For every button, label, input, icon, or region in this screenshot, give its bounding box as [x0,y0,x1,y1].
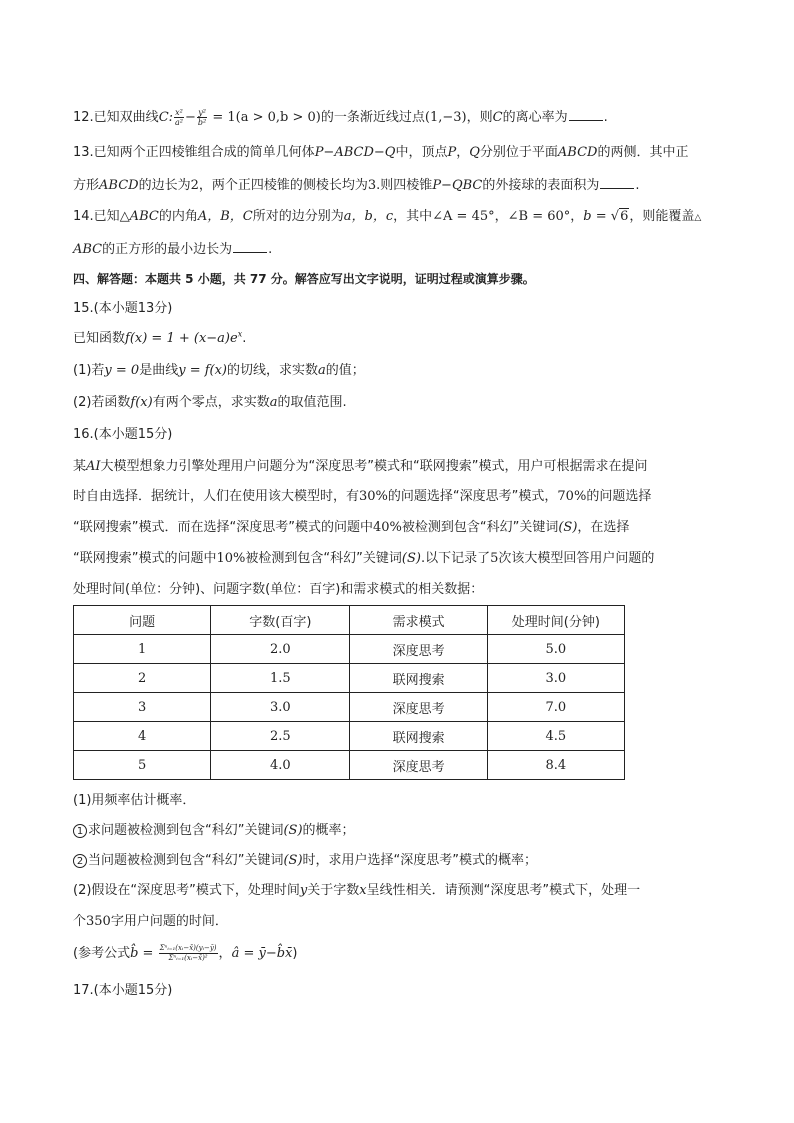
q16-para-line1: 某AI大模型想象力引擎处理用户问题分为“深度思考”模式和“联网搜索”模式，用户可根据需求在提问 [73,459,648,474]
table-header-cell: 问题 [74,606,211,635]
table-cell: 1 [74,635,211,664]
answer-blank[interactable] [233,240,267,253]
table-cell: 深度思考 [350,751,487,780]
question-13-line2: 方形ABCD的边长为2，两个正四棱锥的侧棱长均为3.则四棱锥P−QBC的外接球的表面积为 . [73,178,640,193]
question-12: 12.已知双曲线C: $\frac{\text{x²}}{\text{a²}}$ − $\frac{\text{y²}}{\text{b²}}$ = 1(a > 0,b > 0)的一条渐近线过点(1,−3)，则C的离心率为 . [73,108,608,127]
q16-para-line3: “联网搜索”模式．而在选择“深度思考”模式的问题中40%被检测到包含“科幻”关键词(S)，在选择 [73,520,630,535]
q16-part1-2: 2 当问题被检测到包含“科幻”关键词(S)时，求用户选择“深度思考”模式的概率； [73,852,537,870]
q16-para-line2: 时自由选择．据统计，人们在使用该大模型时，有30%的问题选择“深度思考”模式，70%的问题选择 [73,489,652,504]
table-cell: 2.5 [211,722,350,751]
q16-para-line5: 处理时间(单位：分钟)、问题字数(单位：百字)和需求模式的相关数据： [73,582,484,597]
q13-solid: P−ABCD−Q [314,145,396,160]
q15-part2: (2)若函数f(x)有两个零点，求实数a的取值范围. [73,395,347,410]
table-cell: 5.0 [487,635,624,664]
table-row [74,693,625,722]
table-cell: 深度思考 [350,693,487,722]
answer-blank[interactable] [600,176,634,189]
table-cell: 2.0 [211,635,350,664]
table-cell: 联网搜索 [350,722,487,751]
q16-reference-formula: (参考公式b̂ = $\frac{\text{Σⁿᵢ₌₁(xᵢ−x̄)(yᵢ−ȳ)}}{\text{Σⁿᵢ₌₁(xᵢ−x̄)²}}$ ，â = ȳ−b̂x̄) [73,944,298,962]
question-16-header: 16.(本小题15分) [73,427,173,442]
table-cell: 5 [74,751,211,780]
answer-blank[interactable] [569,108,603,121]
q16-part2-line2: 个350字用户问题的时间． [73,914,228,929]
table-cell: 7.0 [487,693,624,722]
table-cell: 3.0 [211,693,350,722]
q12-condition: = 1(a > 0,b > 0) [212,110,321,125]
table-row [74,722,625,751]
table-cell: 4 [74,722,211,751]
table-cell: 联网搜索 [350,664,487,693]
data-table [73,605,625,780]
question-14-line1: 14.已知△ABC的内角A，B，C所对的边分别为a，b，c，其中∠A = 45°，∠B = 60°，b = √6，则能覆盖△ [73,209,702,224]
circled-number: 2 [73,854,87,868]
table-cell: 3.0 [487,664,624,693]
question-13-line1: 13.已知两个正四棱锥组合成的简单几何体P−ABCD−Q中，顶点P，Q分别位于平面ABCD的两侧．其中正 [73,145,689,160]
q15-stem: 已知函数$f(x) = 1 + (x-a)e^x$. [73,329,247,346]
table-cell: 1.5 [211,664,350,693]
q12-frac-y: $\frac{\text{y²}}{\text{b²}}$ [197,108,207,127]
table-cell: 3 [74,693,211,722]
table-header-cell: 需求模式 [350,606,487,635]
table-cell: 深度思考 [350,635,487,664]
table-header-cell: 处理时间(分钟) [487,606,624,635]
table-row [74,664,625,693]
q16-part1-1: 1 求问题被检测到包含“科幻”关键词(S)的概率； [73,822,355,840]
circled-number: 1 [73,824,87,838]
table-cell: 4.0 [211,751,350,780]
q12-curve: C: [158,110,174,125]
question-15-header: 15.(本小题13分) [73,301,173,316]
table-row [74,751,625,780]
table-cell: 8.4 [487,751,624,780]
table-cell: 4.5 [487,722,624,751]
q16-para-line4: “联网搜索”模式的问题中10%被检测到包含“科幻”关键词(S).以下记录了5次该大模型回答用户问题的 [73,551,655,566]
table-row [74,635,625,664]
table-header-cell: 字数(百字) [211,606,350,635]
q12-text: 12.已知双曲线 [73,110,159,125]
question-14-line2: ABC的正方形的最小边长为 . [73,242,273,257]
table-header-row [74,606,625,635]
q12-point: (1,−3) [424,110,467,125]
q12-frac-x: $\frac{\text{x²}}{\text{a²}}$ [175,108,183,127]
q16-part1: (1)用频率估计概率． [73,793,196,808]
q16-part2-line1: (2)假设在“深度思考”模式下，处理时间y关于字数x呈线性相关．请预测“深度思考”模式下，处理一 [73,883,641,898]
question-17-header: 17.(本小题15分) [73,983,173,998]
formula-fraction: $\frac{\text{Σⁿᵢ₌₁(xᵢ−x̄)(yᵢ−ȳ)}}{\text{Σⁿᵢ₌₁(xᵢ−x̄)²}}$ [159,944,217,962]
table-cell: 2 [74,664,211,693]
section-heading: 四、解答题：本题共 5 小题，共 77 分。解答应写出文字说明，证明过程或演算步骤。 [73,272,535,286]
q15-part1: (1)若y = 0是曲线y = f(x)的切线，求实数a的值； [73,363,365,378]
